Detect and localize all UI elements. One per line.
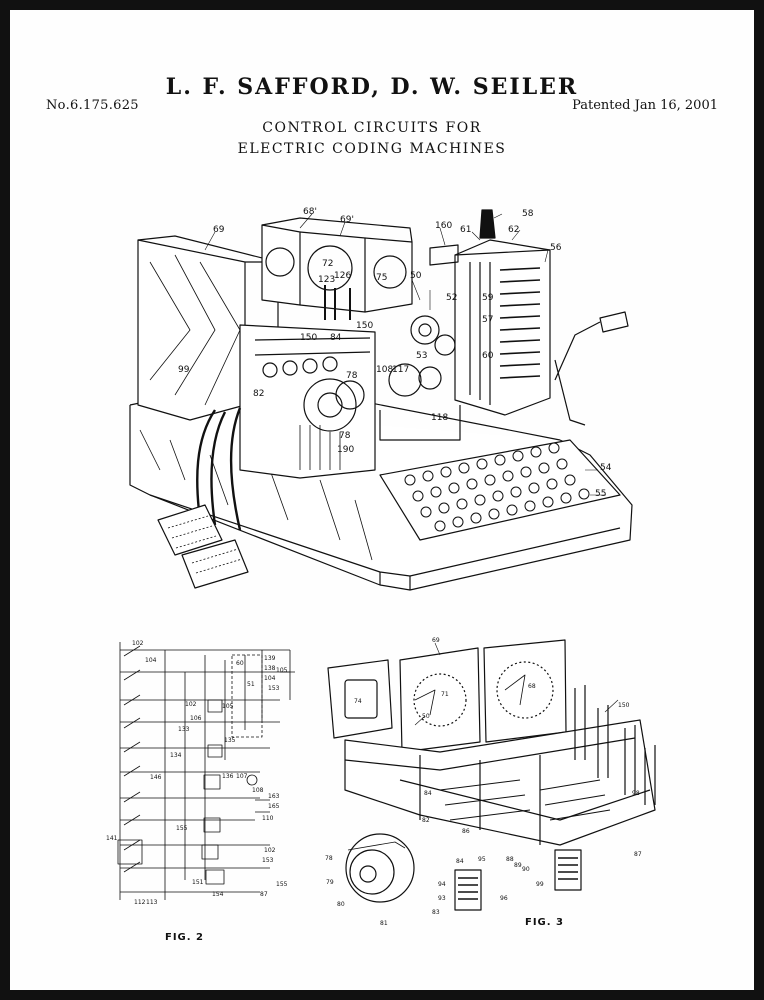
callout: 102 xyxy=(185,701,197,708)
callout: 72 xyxy=(322,259,334,269)
callout: 82 xyxy=(253,389,265,399)
callout: 153 xyxy=(262,857,274,864)
callout: 84 xyxy=(424,790,432,797)
callout: 104 xyxy=(264,675,276,682)
callout: 78 xyxy=(325,855,333,862)
callout: 52 xyxy=(446,293,458,303)
callout: 146 xyxy=(150,774,162,781)
callout: 155 xyxy=(276,881,288,888)
callout: 135 xyxy=(224,737,236,744)
callout: 113 xyxy=(146,899,158,906)
callout: 94 xyxy=(438,881,446,888)
callout: 82 xyxy=(422,817,430,824)
callout: 60 xyxy=(236,660,244,667)
callout: 154 xyxy=(212,891,224,898)
callout: 89 xyxy=(514,862,522,869)
callout: 150 xyxy=(356,321,374,331)
callout: 62 xyxy=(508,225,520,235)
callout: 88 xyxy=(506,856,514,863)
callout: 117 xyxy=(392,365,410,375)
callout: 150 xyxy=(618,702,630,709)
callout: 61 xyxy=(460,225,472,235)
callout: 54 xyxy=(600,463,612,473)
callout: 105 xyxy=(222,703,234,710)
callout: 80 xyxy=(337,901,345,908)
callout: 107 xyxy=(236,773,248,780)
callout: 95 xyxy=(478,856,486,863)
callout: 150 xyxy=(300,333,318,343)
callout: 153 xyxy=(268,685,280,692)
patent-title-line-1: CONTROL CIRCUITS FOR xyxy=(262,120,482,136)
callout: 84 xyxy=(330,333,342,343)
callout: 69' xyxy=(340,215,354,225)
callout: 53 xyxy=(416,351,428,361)
callout: 108 xyxy=(252,787,264,794)
fig3-rotor-assembly-drawing xyxy=(328,640,655,910)
callout: 163 xyxy=(268,793,280,800)
callout: 138 xyxy=(264,665,276,672)
callout: 51 xyxy=(247,681,255,688)
callout: 59 xyxy=(482,293,494,303)
callout: 126 xyxy=(334,271,352,281)
callout: 58 xyxy=(522,209,534,219)
callout: 81 xyxy=(380,920,388,927)
callout: 71 xyxy=(441,691,449,698)
callout: 110 xyxy=(262,815,274,822)
callout: 93 xyxy=(438,895,446,902)
callout: 83 xyxy=(432,909,440,916)
callout: 56 xyxy=(550,243,562,253)
callout: 68' xyxy=(303,207,317,217)
callout: 134 xyxy=(170,752,182,759)
callout: 151 xyxy=(192,879,204,886)
callout: 50 xyxy=(422,713,430,720)
callout: 69 xyxy=(432,637,440,644)
patent-title-line-2: ELECTRIC CODING MACHINES xyxy=(237,141,507,157)
callout: 160 xyxy=(435,221,453,231)
callout: 74 xyxy=(354,698,362,705)
callout: 87 xyxy=(634,851,642,858)
callout: 102 xyxy=(264,847,276,854)
callout: 123 xyxy=(318,275,336,285)
callout: 90 xyxy=(522,866,530,873)
fig2-label: FIG. 2 xyxy=(165,932,204,943)
callout: 99 xyxy=(536,881,544,888)
callout: 98 xyxy=(632,790,640,797)
callout: 105 xyxy=(276,667,288,674)
callout: 112 xyxy=(134,899,146,906)
callout: 155 xyxy=(176,825,188,832)
patent-number: No.6.175.625 xyxy=(46,98,139,113)
callout: 75 xyxy=(376,273,388,283)
callout: 118 xyxy=(431,413,449,423)
callout: 84 xyxy=(456,858,464,865)
callout: 57 xyxy=(482,315,494,325)
callout: 99 xyxy=(178,365,190,375)
callout: 79 xyxy=(326,879,334,886)
callout: 69 xyxy=(213,225,225,235)
callout: 78 xyxy=(339,431,351,441)
callout: 50 xyxy=(410,271,422,281)
callout: 165 xyxy=(268,803,280,810)
callout: 102 xyxy=(132,640,144,647)
callout: 190 xyxy=(337,445,355,455)
inventors-heading: L. F. SAFFORD, D. W. SEILER xyxy=(165,74,579,100)
callout: 141 xyxy=(106,835,118,842)
callout: 104 xyxy=(145,657,157,664)
fig1-coding-machine-drawing xyxy=(130,210,632,590)
callout: 86 xyxy=(462,828,470,835)
fig3-label: FIG. 3 xyxy=(525,917,564,928)
callout: 133 xyxy=(178,726,190,733)
callout: 55 xyxy=(595,489,607,499)
callout: 68 xyxy=(528,683,536,690)
callout: 108 xyxy=(376,365,394,375)
callout: 60 xyxy=(482,351,494,361)
callout: 136 xyxy=(222,773,234,780)
callout: 87 xyxy=(260,891,268,898)
callout: 78 xyxy=(346,371,358,381)
callout: 96 xyxy=(500,895,508,902)
callout: 106 xyxy=(190,715,202,722)
patent-date: Patented Jan 16, 2001 xyxy=(572,98,718,113)
callout: 139 xyxy=(264,655,276,662)
